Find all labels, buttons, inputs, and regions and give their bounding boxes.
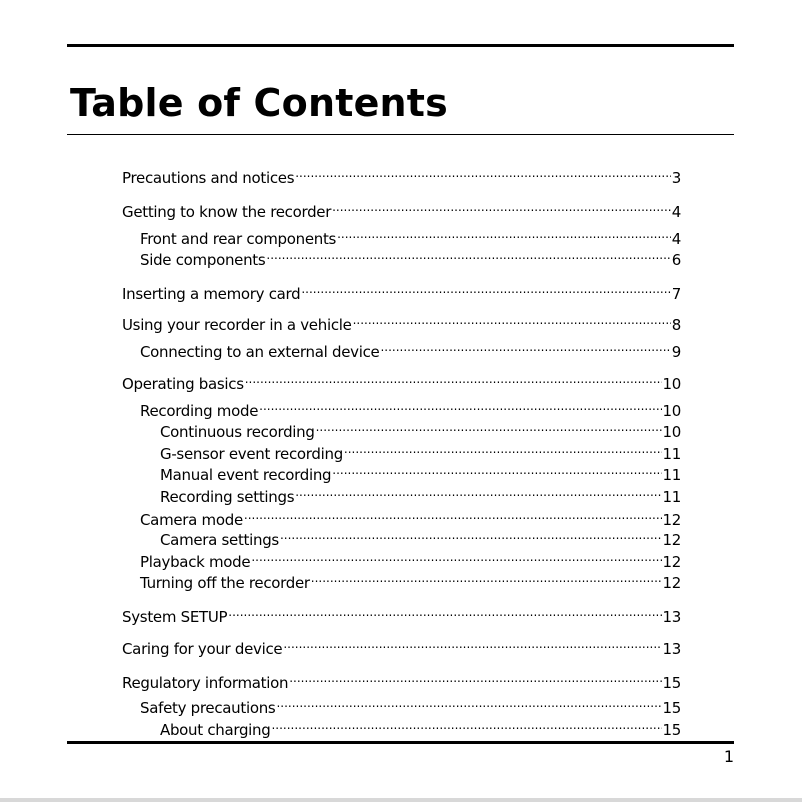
toc-entry-label: Operating basics bbox=[122, 375, 244, 393]
toc-entry-page: 15 bbox=[662, 721, 681, 739]
dot-leader bbox=[295, 482, 661, 502]
toc-entry-label: About charging bbox=[160, 721, 271, 739]
toc-entry-label: G-sensor event recording bbox=[160, 445, 343, 463]
page-bottom-edge bbox=[0, 798, 802, 802]
dot-leader bbox=[276, 693, 661, 713]
toc-entry-about-charging[interactable] bbox=[160, 715, 681, 740]
toc-entry-page: 4 bbox=[671, 230, 681, 248]
toc-entry-label: Playback mode bbox=[140, 553, 251, 571]
toc-entry-page: 15 bbox=[662, 674, 681, 692]
toc-entry-page: 13 bbox=[662, 640, 681, 658]
dot-leader bbox=[266, 245, 670, 265]
toc-entry-page: 15 bbox=[662, 699, 681, 717]
bottom-rule bbox=[67, 741, 734, 744]
toc-entry-page: 4 bbox=[671, 203, 681, 221]
toc-entry-label: Turning off the recorder bbox=[140, 574, 310, 592]
dot-leader bbox=[271, 715, 661, 735]
toc-entry-label: Continuous recording bbox=[160, 423, 315, 441]
toc-entry-page: 8 bbox=[671, 316, 681, 334]
dot-leader bbox=[251, 547, 661, 567]
toc-entry-external-device[interactable] bbox=[140, 337, 681, 362]
dot-leader bbox=[353, 310, 671, 330]
toc-entry-label: Camera settings bbox=[160, 531, 279, 549]
toc-entry-page: 10 bbox=[662, 402, 681, 420]
toc-entry-page: 3 bbox=[671, 169, 681, 187]
toc-entry-label: Recording mode bbox=[140, 402, 259, 420]
dot-leader bbox=[332, 197, 671, 217]
toc-entry-getting-to-know[interactable] bbox=[122, 197, 681, 222]
toc-entry-vehicle[interactable] bbox=[122, 310, 681, 335]
toc-entry-page: 13 bbox=[662, 608, 681, 626]
toc-entry-page: 11 bbox=[662, 445, 681, 463]
dot-leader bbox=[295, 163, 671, 183]
dot-leader bbox=[337, 224, 671, 244]
toc-entry-page: 11 bbox=[662, 488, 681, 506]
toc-entry-page: 10 bbox=[662, 375, 681, 393]
dot-leader bbox=[311, 568, 662, 588]
page-number: 1 bbox=[723, 747, 734, 766]
toc-entry-label: Precautions and notices bbox=[122, 169, 295, 187]
toc-entry-turning-off[interactable] bbox=[140, 568, 681, 593]
toc-entry-label: Front and rear components bbox=[140, 230, 337, 248]
toc-entry-caring[interactable] bbox=[122, 634, 681, 659]
toc-entry-page: 11 bbox=[662, 466, 681, 484]
toc-entry-system-setup[interactable] bbox=[122, 602, 681, 627]
toc-entry-page: 12 bbox=[662, 531, 681, 549]
dot-leader bbox=[259, 396, 661, 416]
toc-entry-label: Recording settings bbox=[160, 488, 295, 506]
dot-leader bbox=[316, 417, 662, 437]
toc-entry-label: Inserting a memory card bbox=[122, 285, 301, 303]
toc-entry-label: Camera mode bbox=[140, 511, 243, 529]
dot-leader bbox=[332, 460, 661, 480]
dot-leader bbox=[283, 634, 661, 654]
toc-entry-label: Side components bbox=[140, 251, 266, 269]
toc-entry-label: Caring for your device bbox=[122, 640, 283, 658]
toc-entry-label: Getting to know the recorder bbox=[122, 203, 332, 221]
toc-entry-precautions[interactable] bbox=[122, 163, 681, 188]
toc-entry-page: 9 bbox=[671, 343, 681, 361]
toc-entry-page: 7 bbox=[671, 285, 681, 303]
dot-leader bbox=[245, 369, 662, 389]
toc-entry-label: System SETUP bbox=[122, 608, 228, 626]
dot-leader bbox=[289, 668, 661, 688]
dot-leader bbox=[380, 337, 670, 357]
toc-entry-memory-card[interactable] bbox=[122, 279, 681, 304]
toc-entry-page: 6 bbox=[671, 251, 681, 269]
toc-entry-label: Using your recorder in a vehicle bbox=[122, 316, 352, 334]
toc-entry-side-components[interactable] bbox=[140, 245, 681, 270]
toc-entry-label: Connecting to an external device bbox=[140, 343, 380, 361]
toc-entry-page: 12 bbox=[662, 511, 681, 529]
dot-leader bbox=[244, 505, 662, 525]
toc-entry-regulatory[interactable] bbox=[122, 668, 681, 693]
toc-entry-page: 10 bbox=[662, 423, 681, 441]
dot-leader bbox=[280, 525, 662, 545]
dot-leader bbox=[301, 279, 670, 299]
toc-entry-label: Safety precautions bbox=[140, 699, 276, 717]
toc-entry-label: Regulatory information bbox=[122, 674, 289, 692]
toc-entry-page: 12 bbox=[662, 574, 681, 592]
dot-leader bbox=[344, 439, 662, 459]
dot-leader bbox=[228, 602, 661, 622]
toc-entry-recording-settings[interactable] bbox=[160, 482, 681, 507]
page-title: Table of Contents bbox=[70, 81, 448, 125]
toc-entry-page: 12 bbox=[662, 553, 681, 571]
toc-entry-operating-basics[interactable] bbox=[122, 369, 681, 394]
toc-entry-label: Manual event recording bbox=[160, 466, 332, 484]
